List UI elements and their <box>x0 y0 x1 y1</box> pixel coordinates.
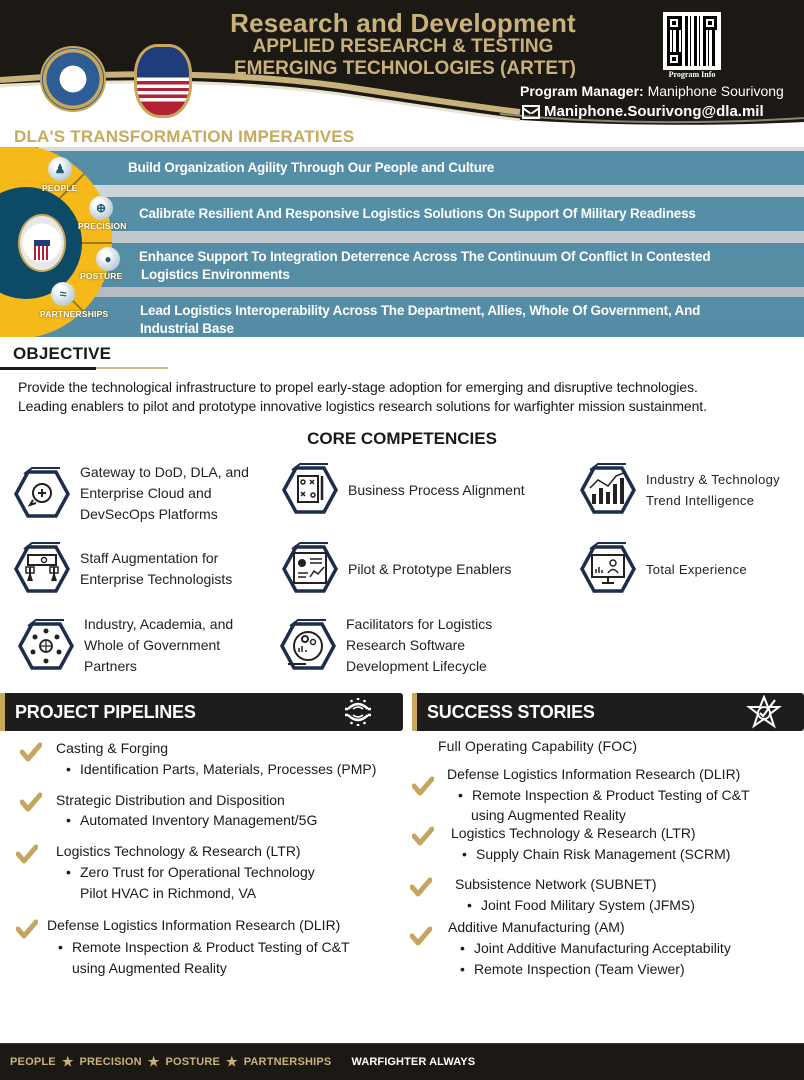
objective-title: OBJECTIVE <box>13 344 112 363</box>
strategy-board-icon <box>282 462 338 518</box>
pillar-label-partnerships: PARTNERSHIPS <box>40 309 109 319</box>
project-pipelines-header <box>0 693 403 731</box>
success-item-title: Logistics Technology & Research (LTR) <box>451 825 696 841</box>
checkmark-icon <box>412 776 434 796</box>
qr-code-icon[interactable] <box>663 12 721 70</box>
star-check-icon <box>746 695 782 729</box>
gears-icon <box>342 697 374 727</box>
competency-partners <box>18 614 233 677</box>
objective-underline <box>0 367 96 370</box>
footer-pillar-people: PEOPLE <box>10 1056 56 1068</box>
qr-label: Program Info <box>668 70 716 79</box>
checkmark-icon <box>16 844 38 864</box>
star-icon: ★ <box>147 1054 160 1069</box>
dla-seal-icon <box>18 214 66 272</box>
footer-pillar-precision: PRECISION <box>79 1056 142 1068</box>
pillar-label-posture: POSTURE <box>80 271 123 281</box>
star-icon: ★ <box>61 1054 74 1069</box>
footer-tagline: WARFIGHTER ALWAYS <box>351 1056 476 1068</box>
header-banner <box>0 0 804 128</box>
success-item-detail: • Supply Chain Risk Management (SCRM) <box>462 846 731 862</box>
email-contact[interactable] <box>522 103 764 120</box>
core-competencies-title: CORE COMPETENCIES <box>307 429 497 448</box>
competency-label: Industry & Technology Trend Intelligence <box>646 472 780 508</box>
objective-text: Provide the technological infrastructure to propel early-stage adoption for emerging and disruptive technologies. Leading enablers to pilot and prototype innovative logistics research solutions for warfighter mission sustainment. <box>18 379 707 414</box>
success-stories-intro: Full Operating Capability (FOC) <box>438 738 638 754</box>
success-item-detail-continued: using Augmented Reality <box>471 807 626 823</box>
title-research-development: Research and Development <box>230 8 576 38</box>
competency-sdlc <box>280 614 492 677</box>
pm-label: Program Manager: <box>520 83 644 99</box>
pipeline-item-title: Defense Logistics Information Research (DLIR) <box>47 917 341 933</box>
imperative-item-partnerships: Lead Logistics Interoperability Across The Department, Allies, Whole Of Government, And Industrial Base <box>140 303 701 336</box>
pm-name: Maniphone Sourivong <box>647 83 784 99</box>
footer-bar <box>0 1043 804 1080</box>
location-pin-icon: ● <box>96 247 120 271</box>
success-item-title: Defense Logistics Information Research (DLIR) <box>447 766 741 782</box>
pipeline-item-detail: • Remote Inspection & Product Testing of C&T <box>58 939 350 955</box>
competency-label: Staff Augmentation for Enterprise Technologists <box>80 550 233 587</box>
checkmark-icon <box>16 919 38 939</box>
checkmark-icon <box>20 742 42 762</box>
success-item-detail: • Remote Inspection (Team Viewer) <box>460 961 685 977</box>
pipeline-item-detail: • Identification Parts, Materials, Processes (PMP) <box>66 761 377 777</box>
competency-label: Facilitators for Logistics Research Software Development Lifecycle <box>346 616 493 674</box>
competency-total-experience <box>580 541 747 597</box>
competency-pilot-prototype <box>282 541 511 597</box>
success-item-detail: • Joint Food Military System (JFMS) <box>467 897 695 913</box>
checkmark-icon <box>410 877 432 897</box>
imperative-item-precision: Calibrate Resilient And Responsive Logistics Solutions On Support Of Military Readiness <box>139 206 696 221</box>
competency-label: Gateway to DoD, DLA, and Enterprise Cloud and DevSecOps Platforms <box>80 464 249 522</box>
pipeline-item-detail: • Zero Trust for Operational Technology <box>66 864 315 880</box>
checkmark-icon <box>412 826 434 846</box>
pillar-label-people: PEOPLE <box>42 183 78 193</box>
pillar-label-precision: PRECISION <box>78 221 127 231</box>
pipeline-item-detail: • Automated Inventory Management/5G <box>66 812 318 828</box>
program-manager <box>520 83 784 99</box>
target-icon: ⊕ <box>89 196 113 220</box>
competency-label: Industry, Academia, and Whole of Government Partners <box>84 616 234 674</box>
dod-seal-logo <box>40 46 106 112</box>
competency-label: Business Process Alignment <box>348 481 525 498</box>
project-pipelines-title: PROJECT PIPELINES <box>15 702 196 722</box>
title-applied-research: APPLIED RESEARCH & TESTING <box>252 36 554 57</box>
checkmark-icon <box>20 792 42 812</box>
success-item-title: Additive Manufacturing (AM) <box>448 919 625 935</box>
footer-pillar-partnerships: PARTNERSHIPS <box>243 1056 332 1068</box>
success-stories-header <box>412 693 804 731</box>
success-item-title: Subsistence Network (SUBNET) <box>455 876 657 892</box>
imperatives-title: DLA'S TRANSFORMATION IMPERATIVES <box>14 127 355 146</box>
checkmark-icon <box>410 926 432 946</box>
report-chart-icon <box>282 541 338 597</box>
handshake-icon: ≈ <box>51 282 75 306</box>
competency-label: Pilot & Prototype Enablers <box>348 560 512 577</box>
competency-business-process <box>282 462 525 518</box>
imperatives-panel <box>0 147 804 337</box>
objective-underline-accent <box>96 367 168 369</box>
imperative-item-posture: Enhance Support To Integration Deterrence Across The Continuum Of Conflict In Contested Logistics Environments <box>139 249 711 282</box>
lifecycle-gear-icon <box>280 618 336 674</box>
footer-pillar-posture: POSTURE <box>165 1056 221 1068</box>
competency-staff-augmentation <box>14 541 232 597</box>
title-emerging-tech: EMERGING TECHNOLOGIES (ARTET) <box>234 58 576 79</box>
team-carry-icon <box>14 541 70 597</box>
people-icon: ♟ <box>48 157 72 181</box>
envelope-icon <box>522 105 540 119</box>
dla-seal-logo <box>134 44 192 118</box>
pipeline-item-title: Logistics Technology & Research (LTR) <box>56 843 301 859</box>
success-item-detail: • Joint Additive Manufacturing Acceptability <box>460 940 731 956</box>
network-globe-icon <box>18 618 74 674</box>
star-icon: ★ <box>226 1054 238 1069</box>
pipeline-item-detail-continued: Pilot HVAC in Richmond, VA <box>80 885 257 901</box>
competency-gateway <box>14 462 249 525</box>
pipeline-item-detail-continued: using Augmented Reality <box>72 960 227 976</box>
footer-pillars <box>10 1054 475 1070</box>
imperative-item-people: Build Organization Agility Through Our People and Culture <box>128 160 495 175</box>
bar-chart-trend-icon <box>580 462 636 518</box>
success-stories-title: SUCCESS STORIES <box>427 702 595 722</box>
competency-label: Total Experience <box>646 561 747 577</box>
email-link[interactable]: Maniphone.Sourivong@dla.mil <box>544 103 764 120</box>
competency-trend-intelligence <box>580 462 780 518</box>
monitor-user-icon <box>580 541 636 597</box>
success-item-detail: • Remote Inspection & Product Testing of C&T <box>458 787 750 803</box>
pipeline-item-title: Strategic Distribution and Disposition <box>56 792 285 808</box>
chat-plus-icon <box>14 466 70 522</box>
pipeline-item-title: Casting & Forging <box>56 740 169 756</box>
